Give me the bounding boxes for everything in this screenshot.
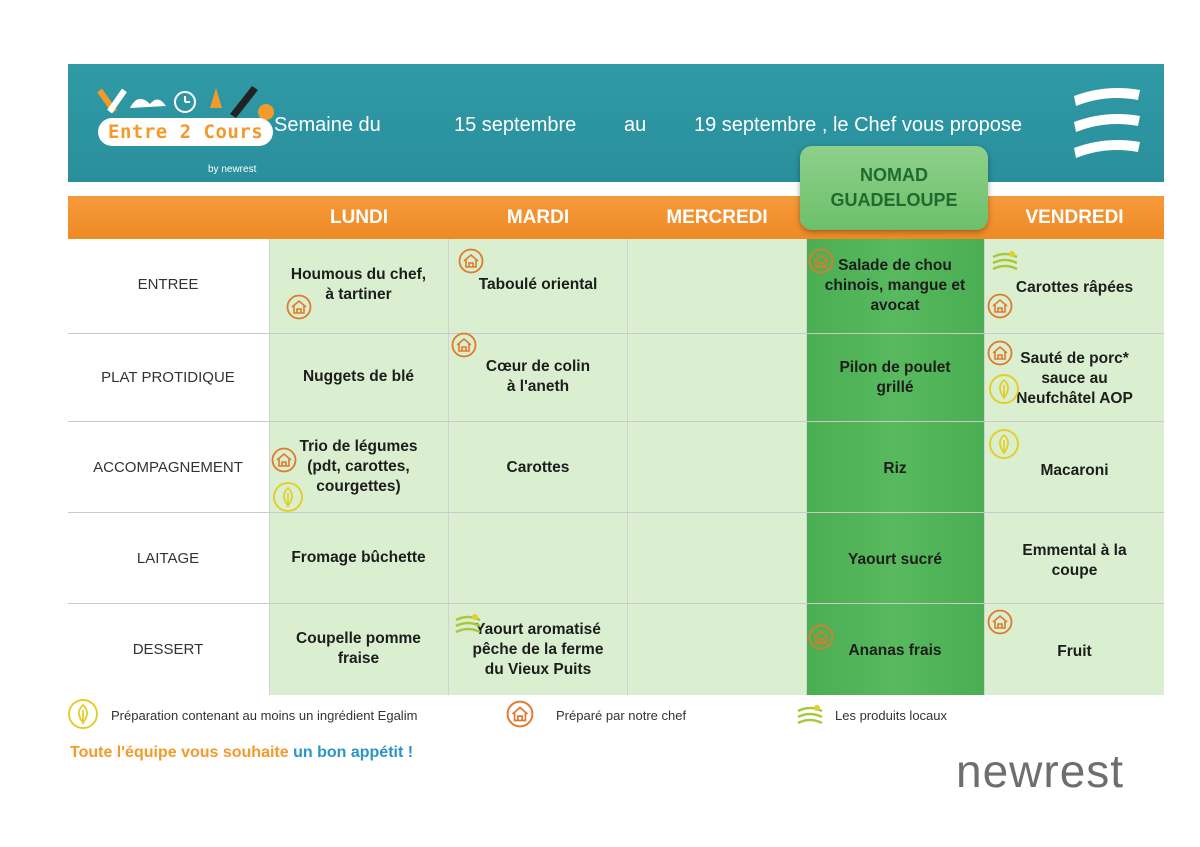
row-divider [68, 333, 1164, 334]
chef-house-icon [987, 609, 1013, 635]
menu-cell-line: Carottes [506, 459, 570, 476]
brand-waves-icon [1070, 82, 1144, 162]
chef-house-icon [506, 700, 534, 728]
menu-cell-line: Yaourt aromatisé [475, 621, 601, 638]
menu-cell [269, 367, 448, 387]
menu-cell-line: coupe [1051, 562, 1098, 579]
menu-cell-line: du Vieux Puits [484, 661, 592, 678]
menu-cell-line: Trio de légumes [299, 438, 418, 455]
date-separator: au [624, 114, 647, 136]
menu-cell [985, 642, 1164, 662]
menu-cell [806, 550, 984, 570]
local-product-icon [453, 612, 483, 638]
chef-house-icon [987, 293, 1013, 319]
legend-chef: Préparé par notre chef [556, 708, 687, 723]
day-lundi: LUNDI [329, 207, 389, 228]
menu-cell [269, 548, 448, 568]
row-label-accompagnement: ACCOMPAGNEMENT [93, 459, 243, 476]
menu-cell [806, 459, 984, 479]
menu-cell-line: Coupelle pomme [296, 630, 421, 647]
local-product-icon [990, 249, 1020, 275]
menu-cell-line: Riz [883, 460, 907, 477]
menu-table [68, 239, 1164, 695]
menu-cell-line: à tartiner [325, 286, 392, 303]
menu-cell-line: Pilon de poulet [839, 359, 951, 376]
menu-cell-line: à l'aneth [506, 378, 570, 395]
chef-house-icon [808, 248, 834, 274]
menu-cell-line: courgettes) [316, 478, 401, 495]
menu-cell-line: Fruit [1057, 643, 1092, 660]
date-end: 19 septembre , le Chef vous propose [694, 114, 1022, 136]
row-label-dessert: DESSERT [132, 641, 204, 658]
footer-message-part2: un bon appétit ! [293, 744, 414, 761]
menu-cell-line: pêche de la ferme [472, 641, 604, 658]
nomad-guadeloupe-tab [800, 146, 988, 230]
menu-cell [985, 461, 1164, 481]
menu-cell [806, 358, 984, 398]
column-divider [627, 239, 628, 695]
day-vendredi: VENDREDI [1025, 207, 1124, 228]
menu-cell-line: Houmous du chef, [290, 266, 427, 283]
menu-cell-line: (pdt, carottes, [307, 458, 410, 475]
date-start: 15 septembre [454, 114, 577, 136]
menu-cell-line: Carottes râpées [1015, 279, 1134, 296]
menu-cell-line: grillé [876, 379, 914, 396]
header-band [68, 64, 1164, 182]
menu-cell-line: Emmental à la [1022, 542, 1127, 559]
legend-local: Les produits locaux [835, 708, 948, 723]
day-mardi: MARDI [506, 207, 570, 228]
menu-cell-line: Taboulé oriental [478, 276, 598, 293]
chef-house-icon [808, 624, 834, 650]
menu-cell-line: Ananas frais [848, 642, 942, 659]
menu-cell-line: Macaroni [1040, 462, 1109, 479]
chef-house-icon [987, 340, 1013, 366]
row-label-laitage: LAITAGE [136, 550, 200, 567]
menu-cell [449, 275, 627, 295]
local-product-icon [794, 703, 826, 729]
row-divider [68, 512, 1164, 513]
menu-cell-line: avocat [870, 297, 920, 314]
logo-text: Entre 2 Cours [98, 118, 273, 146]
newrest-logo: newrest [956, 745, 1125, 797]
chef-house-icon [271, 447, 297, 473]
menu-cell [269, 629, 448, 669]
menu-cell [449, 357, 627, 397]
logo-subtitle: by newrest [208, 164, 257, 175]
day-mercredi: MERCREDI [666, 207, 768, 228]
menu-cell [985, 541, 1164, 581]
day-header-bar [68, 196, 1164, 239]
row-label-entree: ENTREE [137, 276, 199, 293]
menu-cell-line: Cœur de colin [485, 358, 591, 375]
legend-egalim: Préparation contenant au moins un ingrédient Egalim [111, 708, 418, 723]
menu-cell-line: sauce au [1041, 370, 1108, 387]
row-label-plat: PLAT PROTIDIQUE [101, 369, 235, 386]
menu-cell-line: Fromage bûchette [291, 549, 426, 566]
week-label: Semaine du [274, 114, 381, 136]
menu-cell [449, 458, 627, 478]
nomad-line2: GUADELOUPE [830, 190, 958, 210]
menu-cell-line: fraise [337, 650, 380, 667]
column-mercredi [628, 239, 806, 695]
egalim-leaf-icon [67, 698, 99, 730]
menu-cell-line: Yaourt sucré [848, 551, 942, 568]
footer-message-part1: Toute l'équipe vous souhaite [70, 744, 294, 761]
chef-house-icon [458, 248, 484, 274]
row-divider [68, 421, 1164, 422]
egalim-leaf-icon [988, 428, 1020, 460]
logo [90, 78, 280, 175]
chef-house-icon [286, 294, 312, 320]
footer-message [70, 744, 413, 762]
nomad-line1: NOMAD [860, 165, 928, 185]
menu-cell-line: Sauté de porc* [1020, 350, 1129, 367]
egalim-leaf-icon [988, 373, 1020, 405]
chef-house-icon [451, 332, 477, 358]
menu-cell-line: Nuggets de blé [302, 368, 415, 385]
menu-cell-line: Neufchâtel AOP [1016, 390, 1133, 407]
row-divider [68, 603, 1164, 604]
egalim-leaf-icon [272, 481, 304, 513]
menu-cell-line: Salade de chou [838, 257, 952, 274]
menu-cell-line: chinois, mangue et [824, 277, 966, 294]
